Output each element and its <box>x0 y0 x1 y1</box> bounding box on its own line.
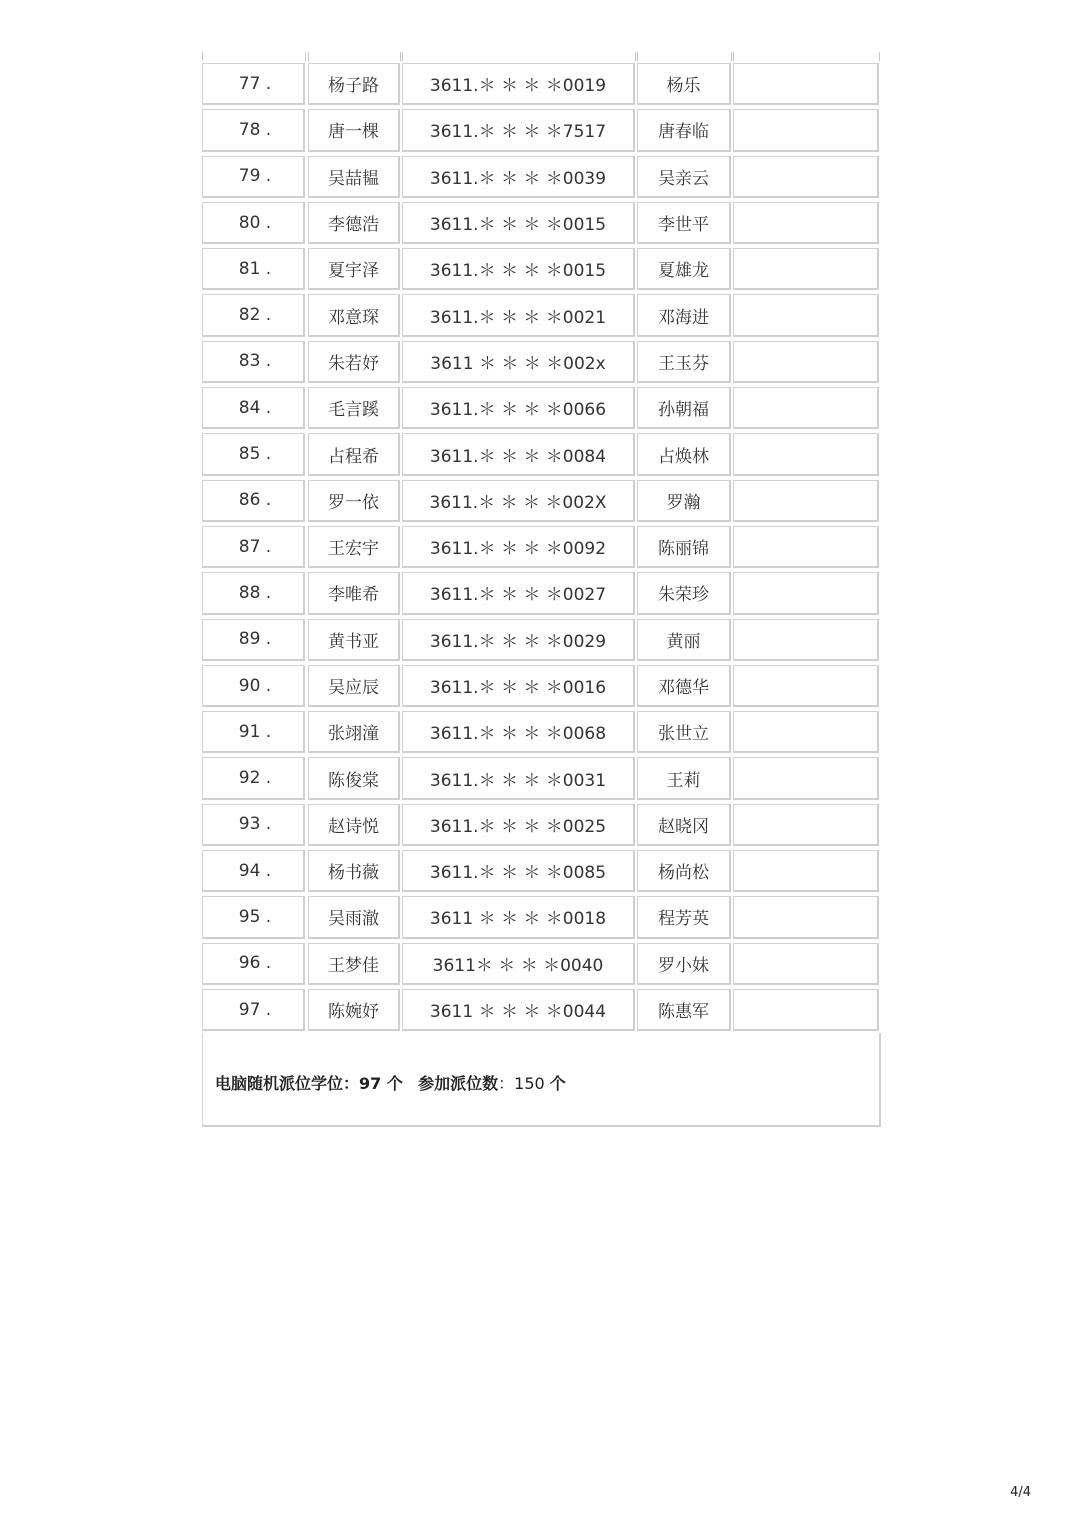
student-name-cell-text: 陈婉妤 <box>328 1002 379 1023</box>
row-number-cell-text: 91 . <box>238 721 272 742</box>
remark-cell <box>733 248 879 290</box>
student-name-cell-text: 杨子路 <box>328 76 379 97</box>
id-number-cell-text: 3611.＊ ＊ ＊ ＊0025 <box>429 816 607 837</box>
id-number-cell <box>402 711 635 753</box>
row-number-cell <box>202 109 305 151</box>
row-number-cell <box>202 156 305 198</box>
guardian-name-cell-text: 王莉 <box>666 770 701 791</box>
table-row <box>201 894 881 940</box>
id-number-cell-text: 3611.＊ ＊ ＊ ＊0016 <box>429 678 607 698</box>
table-row <box>201 61 881 107</box>
guardian-name-cell <box>637 526 731 568</box>
row-number-cell-text: 92 . <box>238 768 272 789</box>
row-number-cell <box>202 433 305 475</box>
student-name-cell-text: 陈俊棠 <box>328 770 379 791</box>
guardian-name-cell <box>637 850 731 892</box>
id-number-cell <box>402 202 635 244</box>
guardian-name-cell-text: 程芳英 <box>658 909 709 930</box>
guardian-name-cell <box>637 989 731 1031</box>
id-number-cell-text: 3611 ＊ ＊ ＊ ＊0044 <box>429 1002 607 1023</box>
row-number-cell <box>202 387 305 429</box>
id-number-cell <box>402 433 635 475</box>
guardian-name-cell <box>637 572 731 614</box>
summary-text <box>215 1071 566 1094</box>
table-row <box>201 848 881 894</box>
summary-label-participants: 参加派位数 <box>418 1074 499 1094</box>
guardian-name-cell <box>637 387 731 429</box>
table-row <box>201 478 881 524</box>
row-number-cell-text: 79 . <box>238 166 272 187</box>
remark-cell <box>733 757 879 799</box>
student-name-cell-text: 赵诗悦 <box>328 816 379 837</box>
id-number-cell-text: 3611.＊ ＊ ＊ ＊0039 <box>429 168 607 189</box>
id-number-cell <box>402 341 635 383</box>
guardian-name-cell <box>637 619 731 661</box>
student-name-cell-text: 唐一棵 <box>328 122 379 143</box>
student-name-cell <box>308 989 400 1031</box>
guardian-name-cell-text: 吴亲云 <box>658 168 709 189</box>
guardian-name-cell <box>637 202 731 244</box>
table-row <box>201 941 881 987</box>
id-number-cell-text: 3611.＊ ＊ ＊ ＊0015 <box>429 261 607 282</box>
guardian-name-cell <box>637 480 731 522</box>
row-number-cell <box>202 943 305 985</box>
row-number-cell <box>202 757 305 799</box>
guardian-name-cell-text: 罗小妹 <box>658 955 709 976</box>
remark-cell <box>733 989 879 1031</box>
table-row <box>201 431 881 477</box>
guardian-name-cell-text: 罗瀚 <box>666 492 701 513</box>
row-number-cell-text: 94 . <box>238 860 272 881</box>
guardian-name-cell <box>637 757 731 799</box>
guardian-name-cell-text: 陈丽锦 <box>658 539 709 560</box>
guardian-name-cell-text: 杨乐 <box>666 76 701 97</box>
table-row <box>201 663 881 709</box>
row-number-cell <box>202 480 305 522</box>
guardian-name-cell-text: 占焕林 <box>658 446 709 467</box>
id-number-cell-text: 3611.＊ ＊ ＊ ＊0021 <box>429 307 607 328</box>
table-row <box>201 385 881 431</box>
student-name-cell-text: 占程希 <box>328 446 379 467</box>
student-name-cell-text: 王宏宇 <box>328 539 379 560</box>
id-number-cell <box>402 248 635 290</box>
row-number-cell-text: 80 . <box>238 212 272 233</box>
student-name-cell <box>308 804 400 846</box>
id-number-cell-text: 3611.＊ ＊ ＊ ＊0019 <box>429 76 607 97</box>
row-number-cell <box>202 341 305 383</box>
guardian-name-cell-text: 朱荣珍 <box>658 585 709 606</box>
guardian-name-cell-text: 王玉芬 <box>658 353 709 374</box>
student-name-cell <box>308 202 400 244</box>
guardian-name-cell-text: 张世立 <box>658 724 709 745</box>
row-number-cell <box>202 711 305 753</box>
student-name-cell-text: 张翊潼 <box>328 724 379 745</box>
id-number-cell-text: 3611.＊ ＊ ＊ ＊0085 <box>429 863 607 884</box>
row-number-cell-text: 86 . <box>238 490 272 511</box>
row-number-cell <box>202 202 305 244</box>
summary-unit-participants: 个 <box>549 1074 566 1094</box>
remark-cell <box>733 156 879 198</box>
student-name-cell-text: 罗一依 <box>328 492 379 513</box>
student-name-cell <box>308 850 400 892</box>
allocation-table <box>201 52 881 1127</box>
table-row <box>201 154 881 200</box>
remark-cell <box>733 665 879 707</box>
table-row <box>201 617 881 663</box>
student-name-cell <box>308 387 400 429</box>
remark-cell <box>733 804 879 846</box>
id-number-cell-text: 3611.＊ ＊ ＊ ＊0029 <box>429 631 607 652</box>
id-number-cell <box>402 156 635 198</box>
id-number-cell <box>402 387 635 429</box>
id-number-cell-text: 3611＊ ＊ ＊ ＊0040 <box>432 955 604 976</box>
table-row <box>201 107 881 153</box>
guardian-name-cell-text: 杨尚松 <box>658 863 709 884</box>
table-row <box>201 524 881 570</box>
guardian-name-cell-text: 邓德华 <box>658 678 709 698</box>
summary-value-participants: ：150 <box>498 1074 550 1094</box>
remark-cell <box>733 943 879 985</box>
student-name-cell <box>308 572 400 614</box>
guardian-name-cell-text: 夏雄龙 <box>658 261 709 282</box>
student-name-cell <box>308 526 400 568</box>
student-name-cell <box>308 665 400 707</box>
id-number-cell <box>402 757 635 799</box>
table-row <box>201 802 881 848</box>
row-number-cell-text: 81 . <box>238 258 272 279</box>
row-number-cell-text: 83 . <box>238 351 272 372</box>
student-name-cell <box>308 63 400 105</box>
student-name-cell-text: 李德浩 <box>328 215 379 236</box>
row-number-cell-text: 84 . <box>238 397 272 418</box>
student-name-cell-text: 黄书亚 <box>328 631 379 652</box>
row-number-cell-text: 85 . <box>238 444 272 465</box>
remark-cell <box>733 202 879 244</box>
row-number-cell <box>202 850 305 892</box>
student-name-cell-text: 吴雨澈 <box>328 909 379 930</box>
table-row <box>201 570 881 616</box>
row-number-cell <box>202 665 305 707</box>
table-row <box>201 292 881 338</box>
guardian-name-cell <box>637 433 731 475</box>
student-name-cell-text: 毛言蹊 <box>328 400 379 421</box>
summary-row <box>202 1033 881 1127</box>
row-number-cell-text: 89 . <box>238 629 272 650</box>
row-number-cell <box>202 248 305 290</box>
student-name-cell <box>308 156 400 198</box>
student-name-cell-text: 李唯希 <box>328 585 379 606</box>
remark-cell <box>733 850 879 892</box>
summary-value-allocated: 97 个 <box>359 1074 403 1094</box>
row-number-cell-text: 97 . <box>238 999 272 1020</box>
row-number-cell-text: 90 . <box>238 675 272 696</box>
remark-cell <box>733 63 879 105</box>
remark-cell <box>733 711 879 753</box>
student-name-cell <box>308 711 400 753</box>
id-number-cell <box>402 526 635 568</box>
remark-cell <box>733 109 879 151</box>
summary-label-allocated: 电脑随机派位学位： <box>215 1074 360 1094</box>
id-number-cell-text: 3611 ＊ ＊ ＊ ＊0018 <box>429 909 607 930</box>
id-number-cell <box>402 619 635 661</box>
student-name-cell <box>308 109 400 151</box>
row-number-cell-text: 93 . <box>238 814 272 835</box>
row-number-cell <box>202 896 305 938</box>
remark-cell <box>733 619 879 661</box>
id-number-cell-text: 3611.＊ ＊ ＊ ＊002X <box>429 492 607 513</box>
student-name-cell-text: 吴喆韫 <box>328 168 379 189</box>
remark-cell <box>733 294 879 336</box>
remark-cell <box>733 480 879 522</box>
id-number-cell-text: 3611 ＊ ＊ ＊ ＊002x <box>430 353 606 374</box>
id-number-cell <box>402 480 635 522</box>
student-name-cell <box>308 433 400 475</box>
row-number-cell-text: 77 . <box>238 73 272 94</box>
guardian-name-cell <box>637 294 731 336</box>
guardian-name-cell-text: 陈惠军 <box>658 1002 709 1023</box>
student-name-cell <box>308 757 400 799</box>
id-number-cell-text: 3611.＊ ＊ ＊ ＊0015 <box>429 215 607 236</box>
table-row <box>201 200 881 246</box>
row-number-cell-text: 78 . <box>238 119 272 140</box>
remark-cell <box>733 433 879 475</box>
guardian-name-cell-text: 孙朝福 <box>658 400 709 421</box>
student-name-cell <box>308 619 400 661</box>
id-number-cell <box>402 896 635 938</box>
id-number-cell <box>402 943 635 985</box>
id-number-cell-text: 3611.＊ ＊ ＊ ＊0084 <box>429 446 607 467</box>
row-number-cell <box>202 572 305 614</box>
page-number: 4/4 <box>1010 1485 1031 1500</box>
guardian-name-cell <box>637 248 731 290</box>
row-number-cell <box>202 63 305 105</box>
table-top-continuation <box>201 52 881 61</box>
id-number-cell <box>402 665 635 707</box>
guardian-name-cell <box>637 711 731 753</box>
guardian-name-cell-text: 邓海进 <box>658 307 709 328</box>
id-number-cell <box>402 572 635 614</box>
guardian-name-cell <box>637 63 731 105</box>
row-number-cell-text: 82 . <box>238 305 272 326</box>
guardian-name-cell-text: 唐春临 <box>658 122 709 143</box>
student-name-cell-text: 王梦佳 <box>328 955 379 976</box>
row-number-cell <box>202 804 305 846</box>
id-number-cell <box>402 804 635 846</box>
student-name-cell-text: 邓意琛 <box>328 307 379 328</box>
table-row <box>201 755 881 801</box>
id-number-cell-text: 3611.＊ ＊ ＊ ＊0027 <box>429 585 607 606</box>
id-number-cell-text: 3611.＊ ＊ ＊ ＊7517 <box>429 122 607 143</box>
guardian-name-cell <box>637 665 731 707</box>
student-name-cell <box>308 480 400 522</box>
guardian-name-cell <box>637 896 731 938</box>
row-number-cell-text: 88 . <box>238 582 272 603</box>
remark-cell <box>733 526 879 568</box>
guardian-name-cell <box>637 943 731 985</box>
id-number-cell <box>402 294 635 336</box>
row-number-cell-text: 87 . <box>238 536 272 557</box>
table-body <box>201 61 881 1033</box>
id-number-cell-text: 3611.＊ ＊ ＊ ＊0068 <box>429 724 607 745</box>
guardian-name-cell <box>637 341 731 383</box>
guardian-name-cell-text: 赵晓冈 <box>658 816 709 837</box>
id-number-cell <box>402 850 635 892</box>
student-name-cell-text: 杨书薇 <box>328 863 379 884</box>
student-name-cell-text: 朱若妤 <box>328 353 379 374</box>
guardian-name-cell <box>637 156 731 198</box>
remark-cell <box>733 572 879 614</box>
remark-cell <box>733 341 879 383</box>
row-number-cell-text: 96 . <box>238 953 272 974</box>
student-name-cell-text: 吴应辰 <box>328 678 379 698</box>
guardian-name-cell-text: 李世平 <box>658 215 709 236</box>
id-number-cell-text: 3611.＊ ＊ ＊ ＊0066 <box>429 400 607 421</box>
row-number-cell <box>202 989 305 1031</box>
remark-cell <box>733 896 879 938</box>
id-number-cell-text: 3611.＊ ＊ ＊ ＊0031 <box>429 770 607 791</box>
id-number-cell-text: 3611.＊ ＊ ＊ ＊0092 <box>429 539 607 560</box>
student-name-cell <box>308 341 400 383</box>
table-row <box>201 709 881 755</box>
table-row <box>201 246 881 292</box>
student-name-cell-text: 夏宇泽 <box>328 261 379 282</box>
guardian-name-cell <box>637 804 731 846</box>
student-name-cell <box>308 896 400 938</box>
row-number-cell <box>202 619 305 661</box>
guardian-name-cell-text: 黄丽 <box>666 631 701 652</box>
row-number-cell-text: 95 . <box>238 906 272 927</box>
row-number-cell <box>202 294 305 336</box>
student-name-cell <box>308 943 400 985</box>
remark-cell <box>733 387 879 429</box>
student-name-cell <box>308 248 400 290</box>
table-row <box>201 987 881 1033</box>
student-name-cell <box>308 294 400 336</box>
table-row <box>201 339 881 385</box>
id-number-cell <box>402 63 635 105</box>
id-number-cell <box>402 989 635 1031</box>
row-number-cell <box>202 526 305 568</box>
guardian-name-cell <box>637 109 731 151</box>
id-number-cell <box>402 109 635 151</box>
